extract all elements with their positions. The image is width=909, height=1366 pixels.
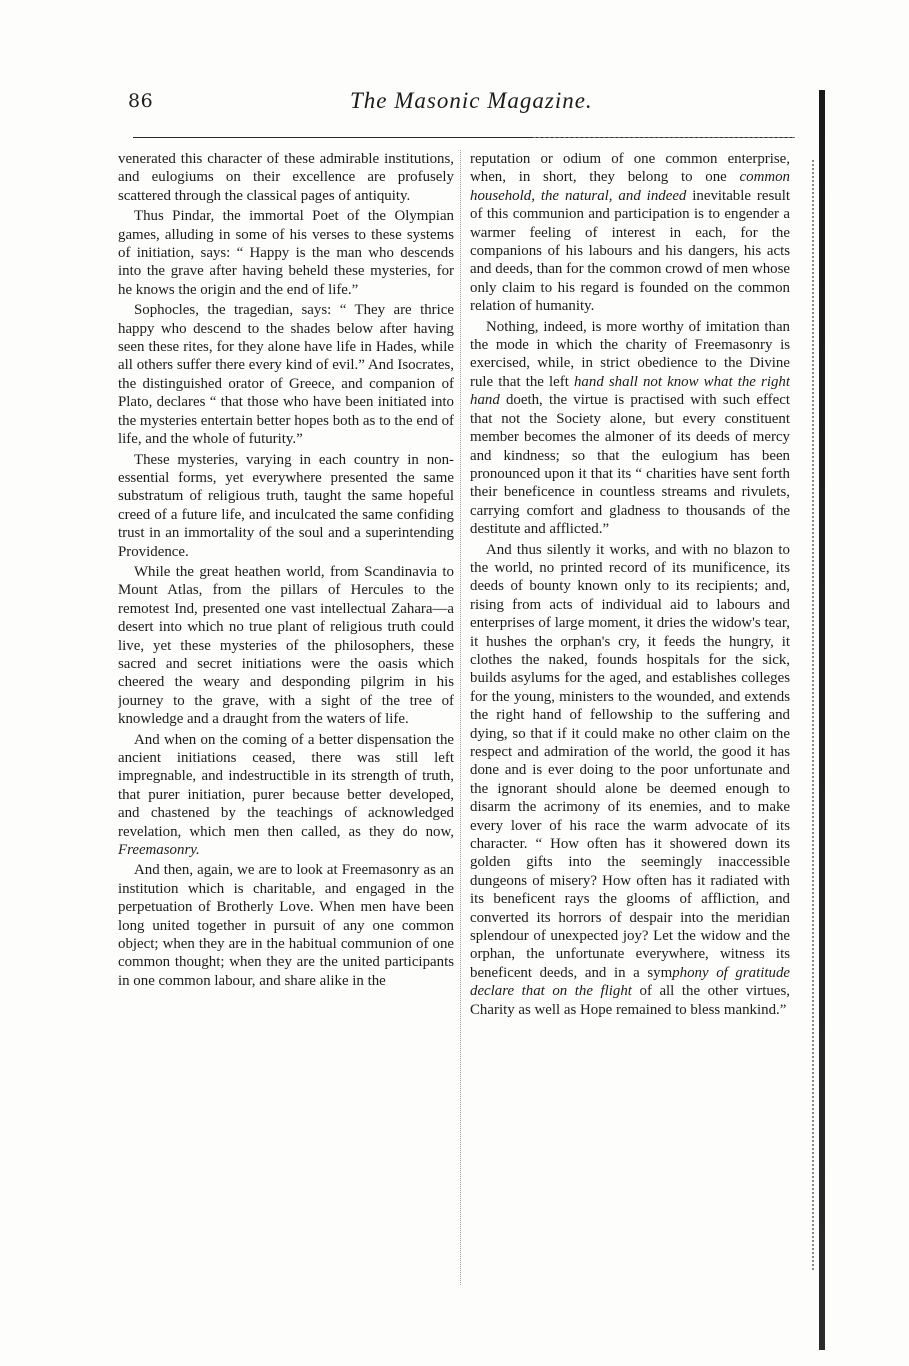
paragraph: Sophocles, the tragedian, says: “ They are thrice happy who descend to the shades below after having seen these rites, for they alone have life in Hades, while all others suffer there every kind of evil.” And Isocrates, the distinguished orator of Greece, and companion of Plato, declares “ that those who have been initiated into the mysteries entertain better hopes both as to the end of life, and the whole of futurity.” <box>118 302 454 448</box>
text-run: reputation or odium of one common enterprise, when, in short, they belong to one <box>470 151 790 186</box>
paragraph <box>470 150 790 316</box>
paragraph <box>118 731 454 860</box>
paragraph: While the great heathen world, from Scandinavia to Mount Atlas, from the pillars of Hercules to the remotest Ind, presented one vast intellectual Zahara—a desert into which no true plant of religious truth could live, yet these mysteries of the philosophers, these sacred and secret initiations were the oasis which cheered the weary and desponding pilgrim in his journey to the grave, with a sight of the tree of knowledge and a draught from the waters of life. <box>118 563 454 728</box>
emphasis-text: hand shall not know what the right hand <box>470 373 790 409</box>
emphasis-text: common household, the natural, and indeed <box>470 169 790 204</box>
page-number: 86 <box>128 90 154 112</box>
page-edge <box>819 90 825 1350</box>
text-run: And thus silently it works, and with no blazon to the world, no printed record of its munificence, its deeds of bounty known only to its recipients; and, rising from acts of individual aid to labours and enterprises of large moment, it dries the widow's tear, it hushes the orphan's cry, it feeds the hungry, it clothes the naked, founds hospitals for the sick, builds asylums for the aged, and establishes colleges for the young, ministers to the wounded, and extends the right hand of fellowship to the suffering and dying, so that if it could make no other claim on the respect and admiration of the world, the good it has done and is ever doing to the poor unfortunate and the ignorant should alone be deemed enough to disarm the acrimony of its enemies, and to make every lover of his race the warm advocate of its character. “ How often has it showered down its golden gifts into the seemingly inaccessible dungeons of misery? How often has it radiated with its beneficent rays the glooms of affliction, and converted its horrors of despair into the meridian splendour of unexpected joy? Let the widow and the orphan, the unfortunate everywhere, witness its beneficent deeds, and in a sym <box>470 541 790 981</box>
paragraph <box>470 541 790 1020</box>
column-divider <box>460 150 461 1285</box>
paragraph: venerated this character of these admirable institutions, and eulogiums on their excellence are profusely scattered through the classical pages of antiquity. <box>118 151 454 204</box>
paragraph: Thus Pindar, the immortal Poet of the Olympian games, alluding in some of his verses to these systems of initiation, says: “ Happy is the man who descends into the grave after having beheld these mysteries, for he knows the origin and the end of life.” <box>118 208 454 298</box>
right-column <box>470 150 790 1290</box>
text-run: of all the other virtues, Charity as well as Hope remained to bless mankind.” <box>470 983 790 1018</box>
paragraph <box>470 318 790 539</box>
page-header <box>128 88 788 128</box>
magazine-title: The Masonic Magazine. <box>350 88 593 113</box>
page-edge-shadow <box>812 160 816 1270</box>
text-run: And when on the coming of a better dispensation the ancient initiations ceased, there was still left impregnable, and indestructible in its strength of truth, that purer initiation, purer because better developed, and chastened by the teachings of acknowledged revelation, which men then called, as they do now, <box>118 731 454 840</box>
header-rule <box>133 137 795 138</box>
emphasis-text: Freemasonry. <box>118 842 200 859</box>
paragraph: And then, again, we are to look at Freemasonry as an institution which is charitable, and engaged in the perpetuation of Brotherly Love. When men have been long united together in pursuit of any one common object; when they are in the habitual communion of one common thought; when they are the united participants in one common labour, and share alike in the <box>118 862 454 989</box>
text-run: inevitable result of this communion and participation is to engender a warmer feeling of interest in each, for the companions of his labours and his dangers, his acts and deeds, than for the common crowd of men whose only claim to his regard is founded on the common relation of humanity. <box>470 187 790 315</box>
text-run: doeth, the virtue is practised with such effect that not the Society alone, but every constituent member becomes the almoner of its deeds of mercy and kindness; so that the eulogium has been pronounced upon it that its “ charities have sent forth their beneficence in countless streams and rivulets, carrying comfort and gladness to thousands of the destitute and afflicted.” <box>470 392 790 538</box>
paragraph: These mysteries, varying in each country in non-essential forms, yet everywhere presented the same substratum of religious truth, taught the same hopeful creed of a future life, and inculcated the same confiding trust in an immortality of the soul and a superintending Providence. <box>118 451 454 560</box>
emphasis-text: phony of gratitude declare that on the flight <box>470 964 790 1000</box>
text-run: Nothing, indeed, is more worthy of imitation than the mode in which the charity of Freemasonry is exercised, while, in strict obedience to the Divine rule that the left <box>470 318 790 390</box>
left-column <box>118 150 454 1290</box>
